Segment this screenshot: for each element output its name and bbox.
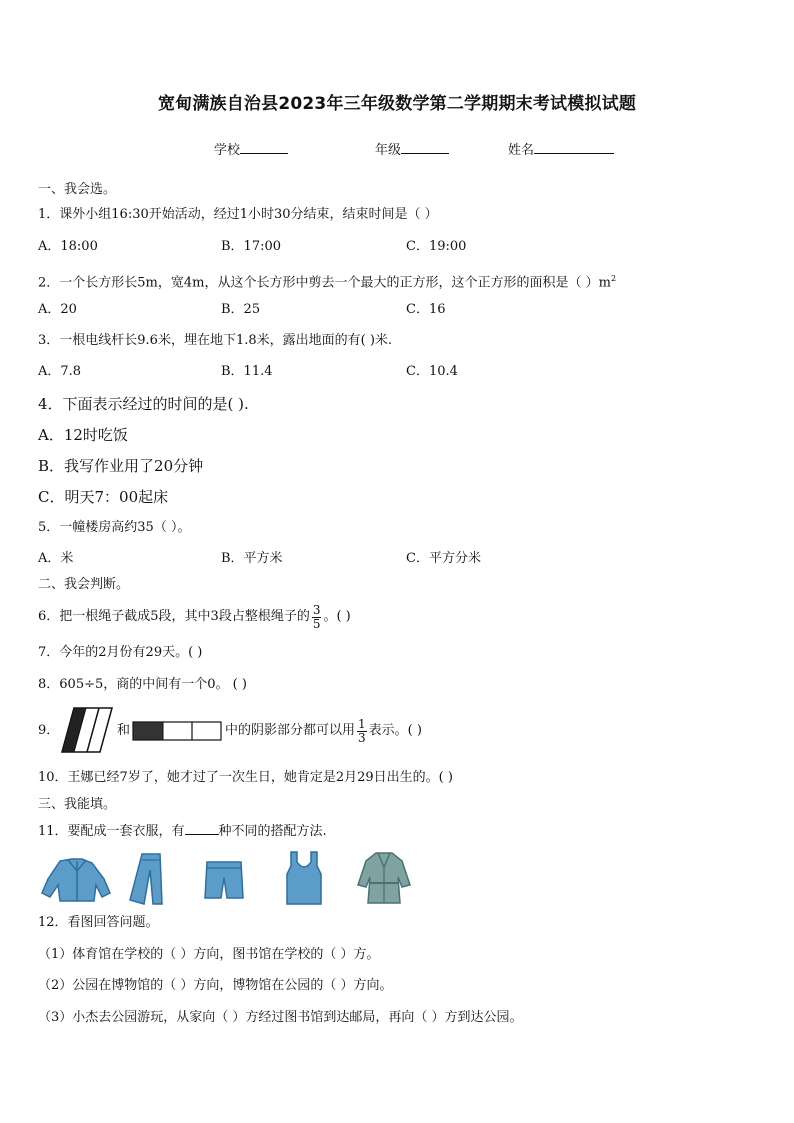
tank-top-icon: [283, 850, 325, 906]
name-label: 姓名: [508, 143, 535, 158]
q2-unit-exponent: 2: [610, 274, 617, 283]
q2-option-a[interactable]: A．20: [38, 302, 77, 317]
q3-option-a[interactable]: A．7.8: [38, 364, 82, 379]
question-10: 10．王娜已经7岁了，她才过了一次生日，她肯定是2月29日出生的。( ): [38, 770, 453, 785]
q1-option-b[interactable]: B．17:00: [221, 239, 282, 254]
q11-answer-blank[interactable]: [185, 822, 219, 835]
q4-option-b[interactable]: B．我写作业用了20分钟: [38, 457, 204, 475]
fraction-three-fifths: [312, 604, 322, 631]
question-2: [38, 271, 616, 291]
q12-part-3: （3）小杰去公园游玩，从家向（ ）方经过图书馆到达邮局，再向（ ）方到达公园。: [38, 1010, 523, 1025]
school-label: 学校: [214, 143, 241, 158]
jacket-icon: [38, 855, 114, 905]
question-9: [225, 712, 422, 750]
q5-option-c[interactable]: C．平方分米: [406, 551, 481, 566]
q4-option-a[interactable]: A．12时吃饭: [38, 426, 128, 444]
q11-text: 11．要配成一套衣服，有: [38, 824, 185, 839]
q9-and: 和: [117, 723, 131, 738]
section-heading-2: 二、我会判断。: [38, 577, 130, 592]
school-field[interactable]: [214, 141, 288, 159]
page-title: 宽甸满族自治县2023年三年级数学第二学期期末考试模拟试题: [157, 94, 637, 114]
q3-option-c[interactable]: C．10.4: [406, 364, 458, 379]
coat-icon: [356, 851, 412, 905]
q1-option-a[interactable]: A．18:00: [38, 239, 98, 254]
section-heading-3: 三、我能填。: [38, 797, 117, 812]
question-3: 3．一根电线杆长9.6米，埋在地下1.8米，露出地面的有( )米.: [38, 333, 393, 348]
rectangle-strip-figure: [132, 721, 222, 741]
q12-part-1: （1）体育馆在学校的（ ）方向，图书馆在学校的（ ）方。: [38, 947, 380, 962]
question-5: 5．一幢楼房高约35（ ）。: [38, 520, 191, 535]
q9-answer-blank[interactable]: 表示。( ): [368, 723, 422, 738]
q6-denominator: 5: [312, 616, 321, 631]
q9-number: 9．: [38, 723, 60, 738]
fraction-one-third: [357, 718, 367, 745]
q12-part-2: （2）公园在博物馆的（ ）方向，博物馆在公园的（ ）方向。: [38, 978, 393, 993]
q9-denominator: 3: [358, 730, 366, 745]
q11-text-end: 种不同的搭配方法.: [218, 824, 327, 839]
q3-option-b[interactable]: B．11.4: [221, 364, 273, 379]
q5-option-b[interactable]: B．平方米: [221, 551, 283, 566]
parallelogram-figure: [60, 707, 114, 753]
grade-label: 年级: [375, 143, 402, 158]
q9-text: 中的阴影部分都可以用: [225, 723, 356, 738]
question-1: 1．课外小组16:30开始活动，经过1小时30分结束，结束时间是（ ）: [38, 207, 438, 222]
grade-field[interactable]: [375, 141, 449, 159]
question-11: [38, 822, 327, 840]
question-2-text: 2．一个长方形长5m，宽4m，从这个长方形中剪去一个最大的正方形，这个正方形的面积是（ ）m: [38, 275, 611, 291]
q6-answer-blank[interactable]: 。( ): [323, 609, 351, 624]
q6-text: 6．把一根绳子截成5段，其中3段占整根绳子的: [38, 609, 310, 624]
shorts-icon: [203, 860, 245, 902]
name-field[interactable]: [508, 141, 614, 159]
q9-numerator: 1: [358, 716, 366, 731]
question-12: 12．看图回答问题。: [38, 915, 159, 930]
question-6: [38, 598, 351, 636]
q2-option-c[interactable]: C．16: [406, 302, 446, 317]
pants-icon: [124, 852, 172, 906]
q6-numerator: 3: [312, 602, 321, 617]
question-8: 8．605÷5，商的中间有一个0。 ( ): [38, 677, 247, 692]
q2-option-b[interactable]: B．25: [221, 302, 261, 317]
question-7: 7．今年的2月份有29天。( ): [38, 645, 203, 660]
question-4: 4．下面表示经过的时间的是( ).: [38, 395, 249, 413]
q1-option-c[interactable]: C．19:00: [406, 239, 467, 254]
q5-option-a[interactable]: A．米: [38, 551, 74, 566]
section-heading-1: 一、我会选。: [38, 182, 117, 197]
q4-option-c[interactable]: C．明天7：00起床: [38, 488, 169, 506]
